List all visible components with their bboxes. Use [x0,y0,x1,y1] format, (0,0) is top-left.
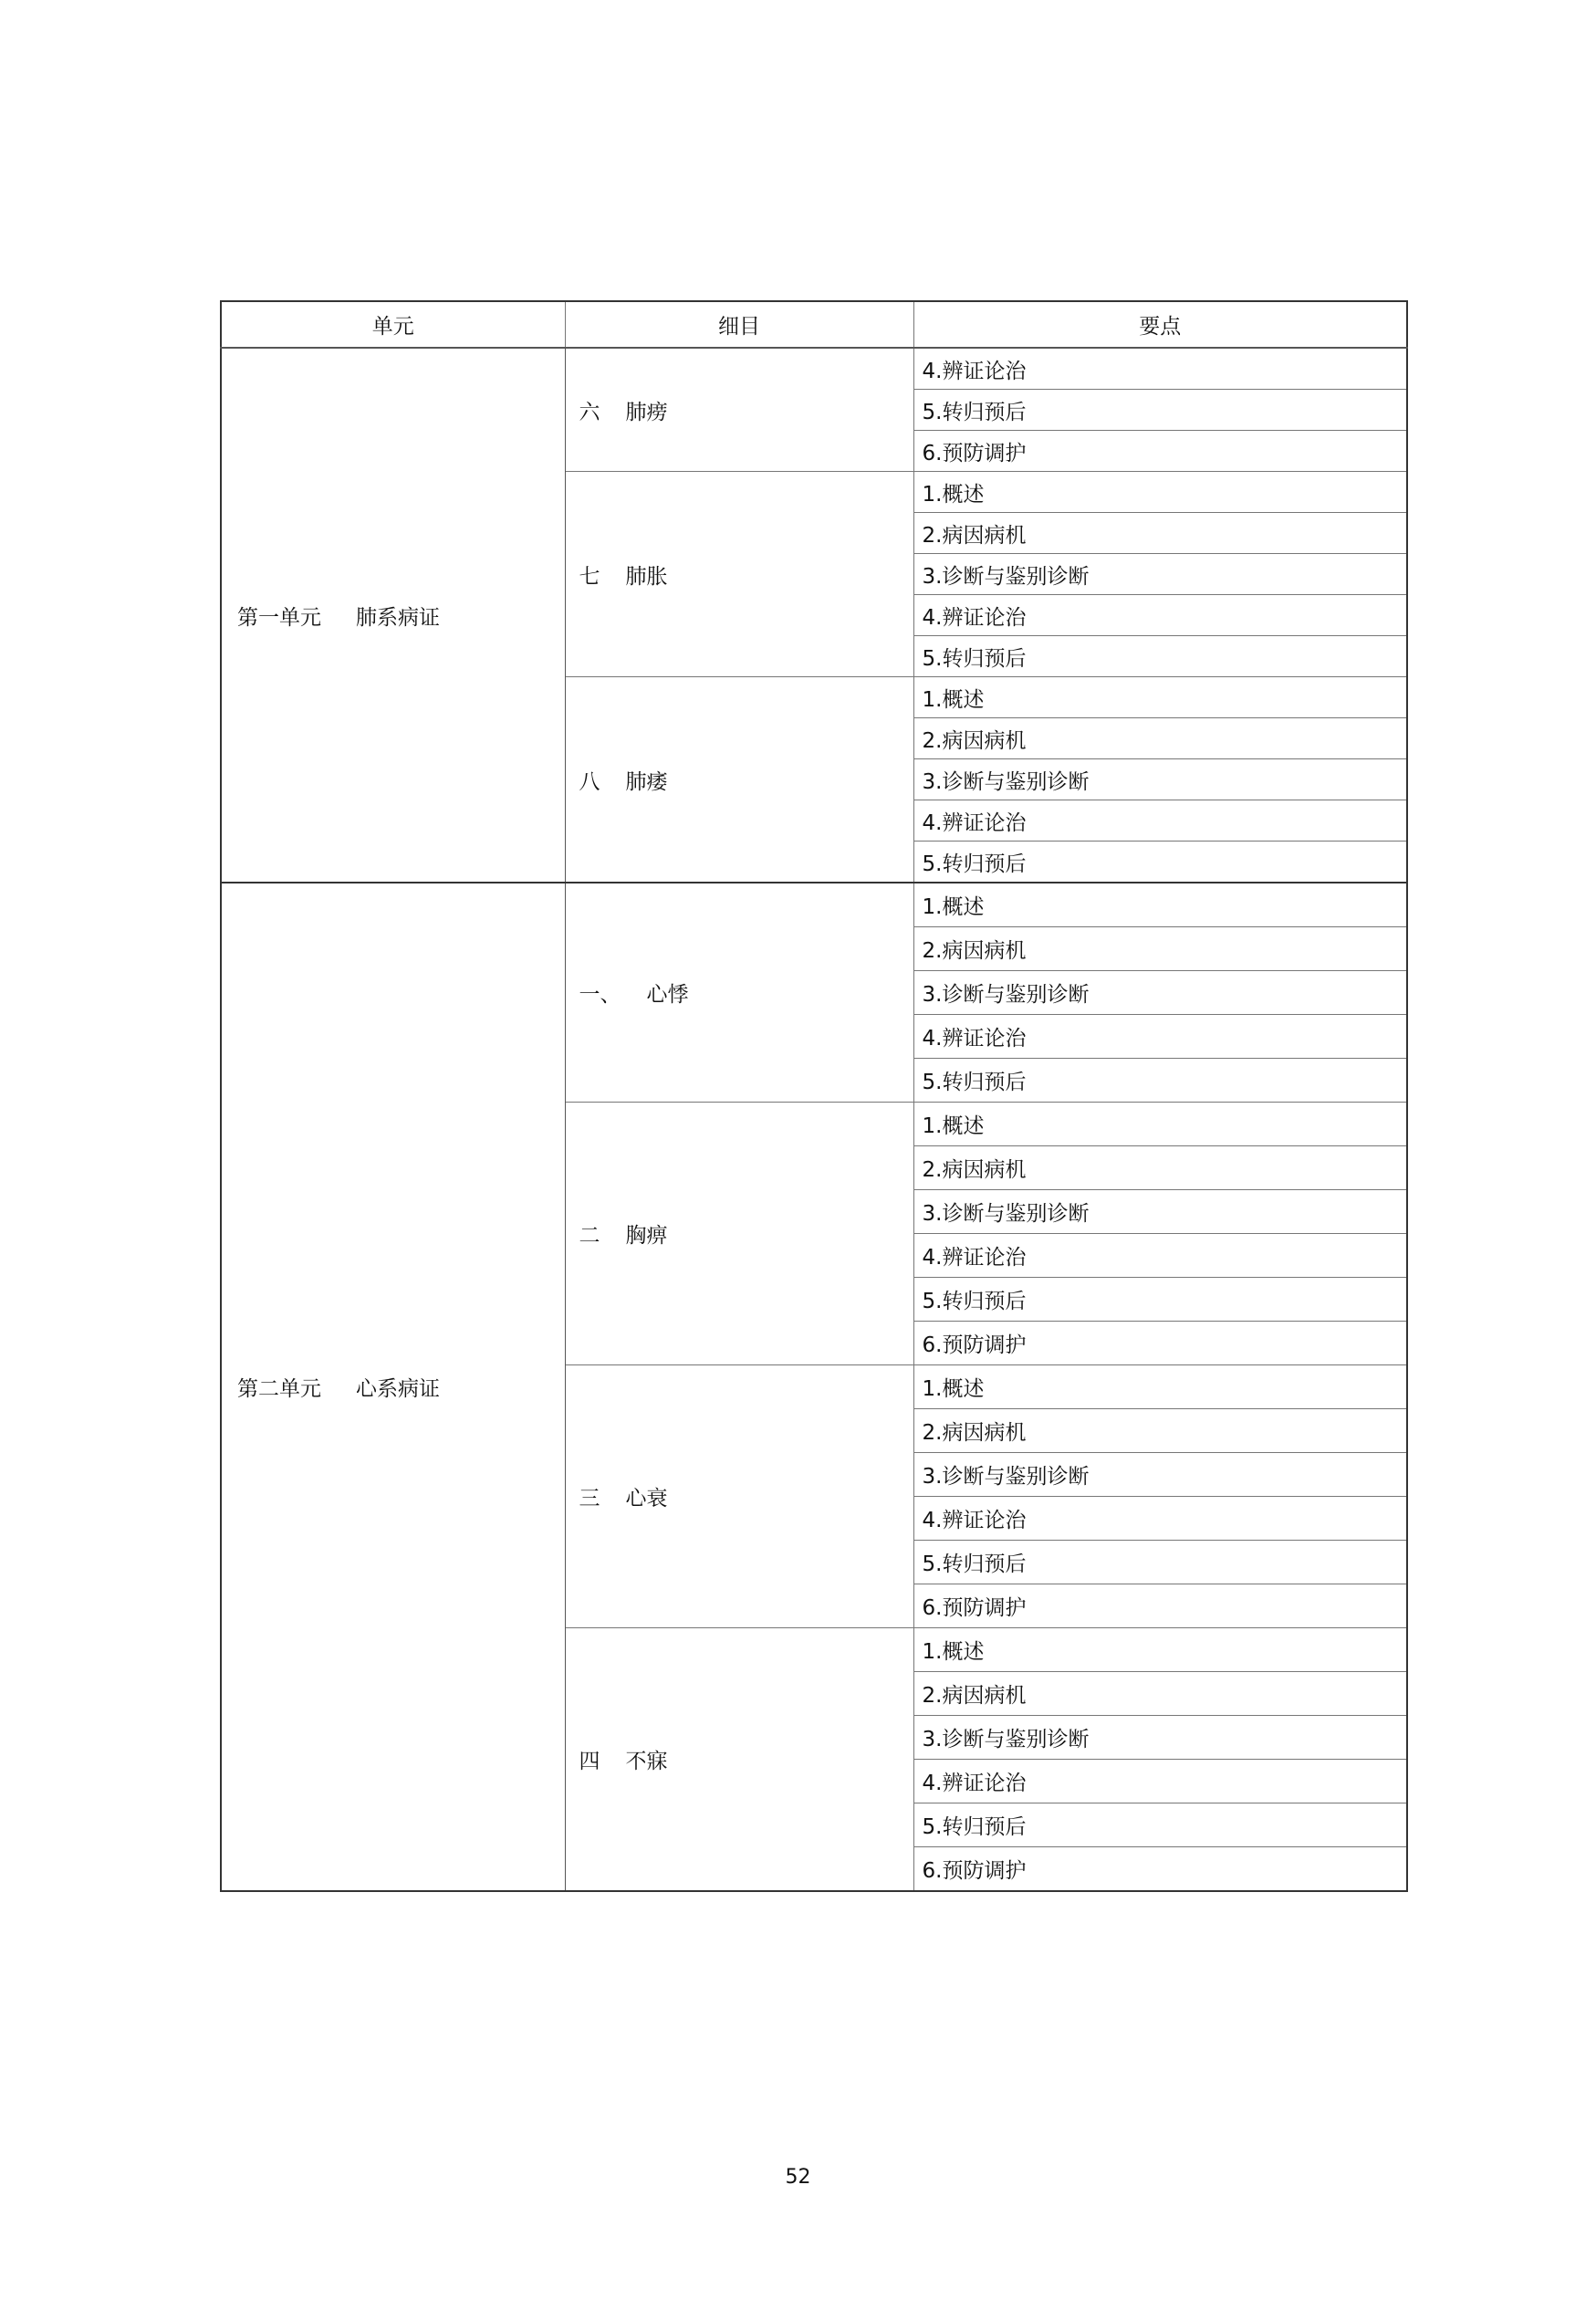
point-cell: 2.病因病机 [913,1409,1407,1453]
detail-cell [565,677,913,883]
point-cell: 2.病因病机 [913,513,1407,554]
detail-cell [565,1365,913,1628]
detail-number: 三 [579,1487,600,1511]
detail-cell [565,472,913,677]
point-cell: 3.诊断与鉴别诊断 [913,1190,1407,1234]
detail-name: 心衰 [625,1487,668,1511]
detail-cell [565,1628,913,1892]
point-cell: 5.转归预后 [913,842,1407,883]
point-cell: 4.辨证论治 [913,595,1407,636]
detail-name: 肺痨 [625,400,668,424]
unit-name: 心系病证 [356,1377,440,1401]
point-cell: 4.辨证论治 [913,1015,1407,1059]
syllabus-table [220,300,1408,1892]
point-cell: 1.概述 [913,1628,1407,1672]
detail-name: 不寐 [625,1750,668,1773]
detail-cell [565,883,913,1103]
point-cell: 4.辨证论治 [913,1760,1407,1803]
point-cell: 5.转归预后 [913,390,1407,431]
point-cell: 6.预防调护 [913,1847,1407,1892]
header-unit: 单元 [221,301,565,348]
point-cell: 2.病因病机 [913,718,1407,759]
point-cell: 5.转归预后 [913,636,1407,677]
point-cell: 5.转归预后 [913,1803,1407,1847]
point-cell: 3.诊断与鉴别诊断 [913,759,1407,800]
point-cell: 4.辨证论治 [913,1497,1407,1541]
unit-number: 第一单元 [237,605,321,630]
point-cell: 5.转归预后 [913,1059,1407,1103]
unit-number: 第二单元 [237,1377,321,1401]
detail-cell [565,348,913,472]
point-cell: 3.诊断与鉴别诊断 [913,1453,1407,1497]
point-cell: 6.预防调护 [913,431,1407,472]
detail-name: 肺痿 [625,769,668,794]
point-cell: 6.预防调护 [913,1322,1407,1365]
unit-cell [221,883,565,1891]
detail-number: 六 [579,400,600,424]
detail-name: 胸痹 [625,1224,668,1248]
point-cell: 1.概述 [913,677,1407,718]
detail-number: 七 [579,564,600,589]
point-cell: 5.转归预后 [913,1541,1407,1584]
point-cell: 4.辨证论治 [913,800,1407,842]
point-cell: 2.病因病机 [913,1672,1407,1716]
detail-number: 二 [579,1224,600,1248]
point-cell: 5.转归预后 [913,1278,1407,1322]
point-cell: 6.预防调护 [913,1584,1407,1628]
detail-number: 八 [579,769,600,794]
detail-number: 一、 [579,983,621,1007]
point-cell: 1.概述 [913,883,1407,927]
point-cell: 1.概述 [913,1365,1407,1409]
point-cell: 3.诊断与鉴别诊断 [913,971,1407,1015]
point-cell: 2.病因病机 [913,1146,1407,1190]
point-cell: 4.辨证论治 [913,348,1407,390]
detail-name: 心悸 [646,983,689,1007]
table-row [221,883,1407,927]
header-row [221,301,1407,348]
table-row [221,348,1407,390]
point-cell: 3.诊断与鉴别诊断 [913,554,1407,595]
point-cell: 4.辨证论治 [913,1234,1407,1278]
point-cell: 2.病因病机 [913,927,1407,971]
detail-cell [565,1103,913,1365]
point-cell: 3.诊断与鉴别诊断 [913,1716,1407,1760]
point-cell: 1.概述 [913,1103,1407,1146]
header-points: 要点 [913,301,1407,348]
point-cell: 1.概述 [913,472,1407,513]
table-body [221,348,1407,1891]
page-number: 52 [785,2166,811,2189]
detail-number: 四 [579,1750,600,1773]
unit-cell [221,348,565,883]
unit-name: 肺系病证 [356,605,440,630]
header-detail: 细目 [565,301,913,348]
detail-name: 肺胀 [625,564,668,589]
